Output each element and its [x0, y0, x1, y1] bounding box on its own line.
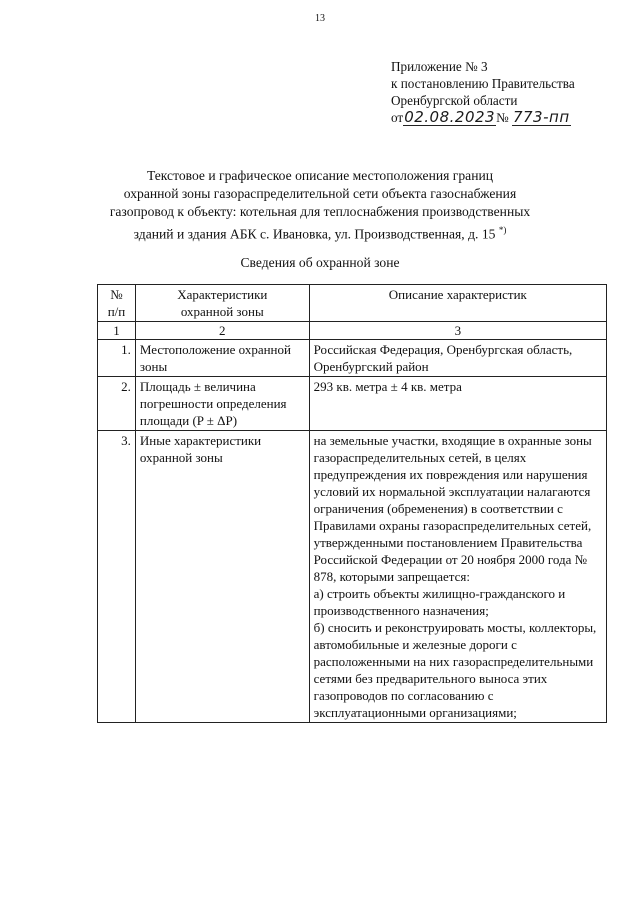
date-prefix: от	[391, 110, 404, 125]
appendix-line-1: Приложение № 3	[391, 59, 488, 74]
title-line-4-text: зданий и здания АБК с. Ивановка, ул. Производственная, д. 15	[133, 226, 496, 242]
page-number: 13	[315, 13, 325, 24]
table-row	[98, 340, 607, 377]
header-description: Описание характеристик	[309, 285, 606, 322]
table-row	[98, 431, 607, 723]
row-number: 1.	[98, 340, 136, 377]
title-line-4	[60, 221, 580, 244]
document-title	[60, 167, 580, 244]
table-header-row	[98, 285, 607, 322]
table-row	[98, 377, 607, 431]
description-paragraph: на земельные участки, входящие в охранные зоны газораспределительных сетей, в целях предупреждения их повреждения или нарушения условий их нормальной эксплуатации налагаются ограничения (обременения) в соответствии с Правилами охраны газораспределительных сетей, утвержденными постановлением Правительства Российской Федерации от 20 ноября 2000 года № 878, которыми запрещается:	[313, 433, 592, 584]
title-line-2: охранной зоны газораспределительной сети объекта газоснабжения	[123, 186, 517, 201]
row-description: 293 кв. метра ± 4 кв. метра	[309, 377, 606, 431]
handwritten-number: 773-пп	[512, 108, 570, 126]
section-title: Сведения об охранной зоне	[240, 255, 400, 270]
table-index-row	[98, 322, 607, 340]
index-cell: 1	[98, 322, 136, 340]
row-number: 3.	[98, 431, 136, 723]
row-characteristic: Иные характеристики охранной зоны	[135, 431, 309, 723]
title-line-3: газопровод к объекту: котельная для теплоснабжения производственных	[109, 204, 531, 219]
number-prefix: №	[496, 110, 509, 125]
description-paragraph: б) сносить и реконструировать мосты, коллекторы, автомобильные и железные дороги с расположенными на них газораспределительными сетями без предварительного выноса этих газопроводов по согласованию с эксплуатационными организациями;	[313, 620, 597, 720]
row-description	[309, 431, 606, 723]
protection-zone-table	[97, 284, 607, 723]
title-line-1: Текстовое и графическое описание местоположения границ	[146, 168, 494, 183]
handwritten-date: 02.08.2023	[404, 108, 496, 126]
row-description: Российская Федерация, Оренбургская область, Оренбургский район	[309, 340, 606, 377]
header-num: № п/п	[98, 285, 136, 322]
row-characteristic: Площадь ± величина погрешности определения площади (P ± ΔP)	[135, 377, 309, 431]
appendix-date-line	[391, 109, 631, 126]
index-cell: 2	[135, 322, 309, 340]
appendix-header	[391, 58, 631, 126]
appendix-line-2: к постановлению Правительства	[391, 76, 575, 91]
header-characteristic: Характеристики охранной зоны	[135, 285, 309, 322]
footnote-mark: *)	[498, 225, 507, 235]
row-number: 2.	[98, 377, 136, 431]
index-cell: 3	[309, 322, 606, 340]
row-characteristic: Местоположение охранной зоны	[135, 340, 309, 377]
appendix-line-3: Оренбургской области	[391, 93, 518, 108]
description-paragraph: а) строить объекты жилищно-гражданского и производственного назначения;	[313, 586, 566, 618]
